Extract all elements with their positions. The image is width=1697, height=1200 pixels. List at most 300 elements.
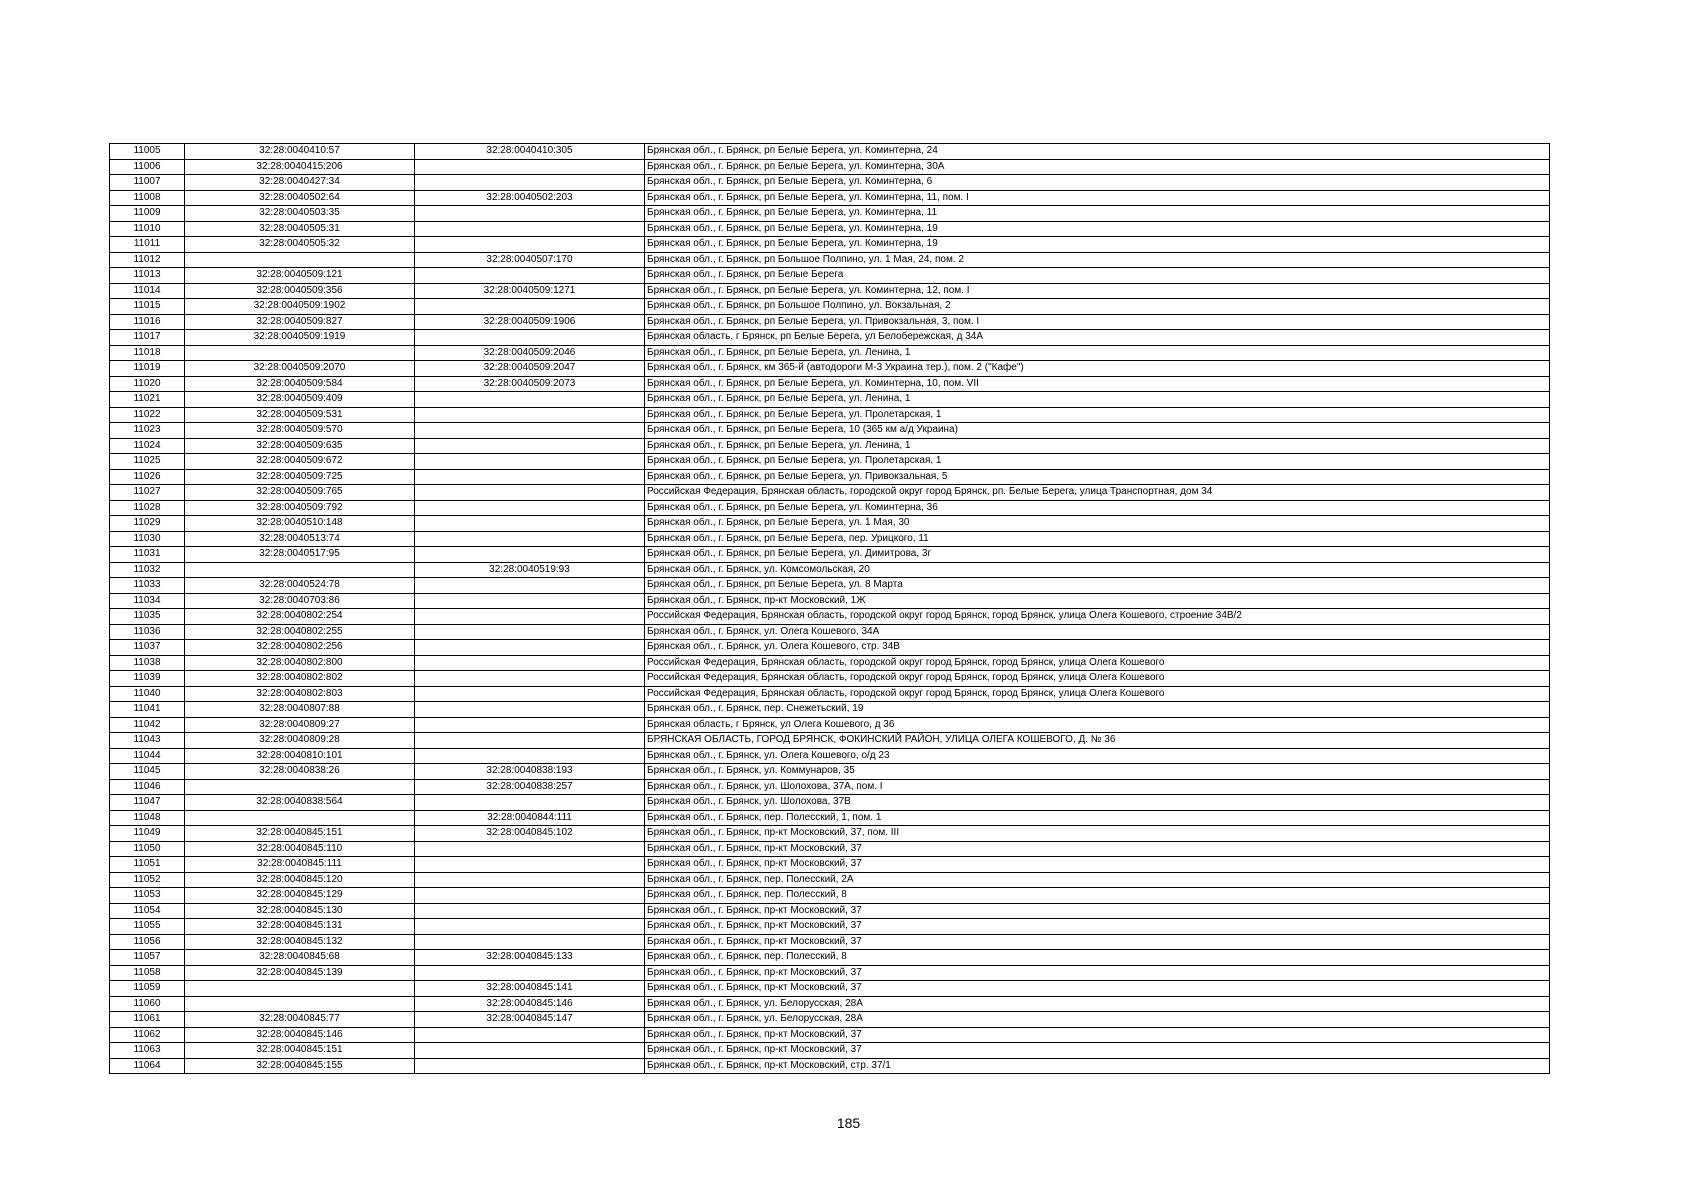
cadastral-number-cell: 32:28:0040802:255 bbox=[185, 624, 415, 640]
address-cell: Брянская обл., г. Брянск, пр-кт Московский, 37 bbox=[645, 841, 1550, 857]
cadastral-number-cell: 32:28:0040509:672 bbox=[185, 454, 415, 470]
address-cell: Брянская обл., г. Брянск, рп Белые Берега, ул. 1 Мая, 30 bbox=[645, 516, 1550, 532]
address-cell: Брянская обл., г. Брянск, ул. Белорусская, 28А bbox=[645, 1012, 1550, 1028]
table-row bbox=[110, 888, 1550, 904]
row-number-cell: 11027 bbox=[110, 485, 185, 501]
row-number-cell: 11046 bbox=[110, 779, 185, 795]
row-number-cell: 11045 bbox=[110, 764, 185, 780]
object-cadastral-number-cell bbox=[415, 299, 645, 315]
address-cell: Брянская обл., г. Брянск, ул. Олега Кошевого, стр. 34В bbox=[645, 640, 1550, 656]
row-number-cell: 11006 bbox=[110, 159, 185, 175]
row-number-cell: 11025 bbox=[110, 454, 185, 470]
address-cell: Брянская обл., г. Брянск, пр-кт Московский, 37 bbox=[645, 934, 1550, 950]
object-cadastral-number-cell bbox=[415, 919, 645, 935]
cadastral-number-cell: 32:28:0040838:26 bbox=[185, 764, 415, 780]
row-number-cell: 11021 bbox=[110, 392, 185, 408]
object-cadastral-number-cell bbox=[415, 268, 645, 284]
cadastral-number-cell: 32:28:0040509:570 bbox=[185, 423, 415, 439]
address-cell: Брянская обл., г. Брянск, пер. Полесский, 8 bbox=[645, 888, 1550, 904]
cadastral-number-cell: 32:28:0040845:120 bbox=[185, 872, 415, 888]
object-cadastral-number-cell bbox=[415, 206, 645, 222]
object-cadastral-number-cell: 32:28:0040845:146 bbox=[415, 996, 645, 1012]
row-number-cell: 11064 bbox=[110, 1058, 185, 1074]
object-cadastral-number-cell: 32:28:0040410:305 bbox=[415, 144, 645, 160]
object-cadastral-number-cell: 32:28:0040838:193 bbox=[415, 764, 645, 780]
object-cadastral-number-cell bbox=[415, 438, 645, 454]
object-cadastral-number-cell: 32:28:0040509:1906 bbox=[415, 314, 645, 330]
object-cadastral-number-cell bbox=[415, 1027, 645, 1043]
address-cell: Брянская обл., г. Брянск, пр-кт Московский, 37 bbox=[645, 919, 1550, 935]
cadastral-number-cell: 32:28:0040505:31 bbox=[185, 221, 415, 237]
address-cell: Брянская обл., г. Брянск, рп Белые Берега, ул. Коминтерна, 12, пом. I bbox=[645, 283, 1550, 299]
address-cell: Брянская обл., г. Брянск, рп Белые Берега, ул. Ленина, 1 bbox=[645, 392, 1550, 408]
object-cadastral-number-cell bbox=[415, 640, 645, 656]
object-cadastral-number-cell bbox=[415, 872, 645, 888]
table-row bbox=[110, 671, 1550, 687]
address-cell: Брянская обл., г. Брянск, пр-кт Московский, 37 bbox=[645, 965, 1550, 981]
table-row bbox=[110, 996, 1550, 1012]
row-number-cell: 11023 bbox=[110, 423, 185, 439]
address-cell: Брянская обл., г. Брянск, ул. Олега Кошевого, о/д 23 bbox=[645, 748, 1550, 764]
table-row bbox=[110, 1058, 1550, 1074]
table-row bbox=[110, 717, 1550, 733]
address-cell: Брянская обл., г. Брянск, рп Белые Берега, ул. 8 Марта bbox=[645, 578, 1550, 594]
table-row bbox=[110, 547, 1550, 563]
cadastral-number-cell: 32:28:0040509:356 bbox=[185, 283, 415, 299]
table-row bbox=[110, 516, 1550, 532]
row-number-cell: 11034 bbox=[110, 593, 185, 609]
address-cell: Брянская обл., г. Брянск, пр-кт Московский, 37 bbox=[645, 981, 1550, 997]
address-cell: Брянская обл., г. Брянск, км 365-й (автодороги М-3 Украина тер.), пом. 2 ("Кафе") bbox=[645, 361, 1550, 377]
object-cadastral-number-cell bbox=[415, 175, 645, 191]
address-cell: Брянская обл., г. Брянск, рп Большое Полпино, ул. 1 Мая, 24, пом. 2 bbox=[645, 252, 1550, 268]
row-number-cell: 11020 bbox=[110, 376, 185, 392]
row-number-cell: 11036 bbox=[110, 624, 185, 640]
row-number-cell: 11009 bbox=[110, 206, 185, 222]
address-cell: БРЯНСКАЯ ОБЛАСТЬ, ГОРОД БРЯНСК, ФОКИНСКИЙ РАЙОН, УЛИЦА ОЛЕГА КОШЕВОГО, Д. № 36 bbox=[645, 733, 1550, 749]
cadastral-number-cell: 32:28:0040509:584 bbox=[185, 376, 415, 392]
address-cell: Брянская обл., г. Брянск, рп Белые Берега, ул. Пролетарская, 1 bbox=[645, 454, 1550, 470]
table-row bbox=[110, 500, 1550, 516]
cadastral-number-cell: 32:28:0040809:28 bbox=[185, 733, 415, 749]
table-row bbox=[110, 206, 1550, 222]
table-row bbox=[110, 175, 1550, 191]
cadastral-number-cell: 32:28:0040410:57 bbox=[185, 144, 415, 160]
cadastral-number-cell: 32:28:0040427:34 bbox=[185, 175, 415, 191]
cadastral-number-cell: 32:28:0040845:77 bbox=[185, 1012, 415, 1028]
table-row bbox=[110, 144, 1550, 160]
address-cell: Российская Федерация, Брянская область, городской округ город Брянск, город Брянск, улица Олега Кошевого bbox=[645, 655, 1550, 671]
address-cell: Брянская обл., г. Брянск, пер. Полесский, 1, пом. 1 bbox=[645, 810, 1550, 826]
object-cadastral-number-cell bbox=[415, 578, 645, 594]
object-cadastral-number-cell bbox=[415, 547, 645, 563]
row-number-cell: 11019 bbox=[110, 361, 185, 377]
table-row bbox=[110, 1012, 1550, 1028]
row-number-cell: 11055 bbox=[110, 919, 185, 935]
row-number-cell: 11031 bbox=[110, 547, 185, 563]
object-cadastral-number-cell bbox=[415, 686, 645, 702]
cadastral-number-cell bbox=[185, 996, 415, 1012]
cadastral-number-cell: 32:28:0040802:802 bbox=[185, 671, 415, 687]
row-number-cell: 11032 bbox=[110, 562, 185, 578]
table-row bbox=[110, 919, 1550, 935]
row-number-cell: 11062 bbox=[110, 1027, 185, 1043]
table-row bbox=[110, 407, 1550, 423]
table-row bbox=[110, 268, 1550, 284]
cadastral-number-cell: 32:28:0040845:151 bbox=[185, 1043, 415, 1059]
table-row bbox=[110, 562, 1550, 578]
table-body bbox=[110, 144, 1550, 1074]
cadastral-number-cell bbox=[185, 562, 415, 578]
object-cadastral-number-cell: 32:28:0040509:2047 bbox=[415, 361, 645, 377]
object-cadastral-number-cell bbox=[415, 888, 645, 904]
cadastral-number-cell: 32:28:0040509:827 bbox=[185, 314, 415, 330]
row-number-cell: 11039 bbox=[110, 671, 185, 687]
address-cell: Брянская обл., г. Брянск, пр-кт Московский, 37 bbox=[645, 903, 1550, 919]
object-cadastral-number-cell: 32:28:0040507:170 bbox=[415, 252, 645, 268]
object-cadastral-number-cell bbox=[415, 330, 645, 346]
object-cadastral-number-cell bbox=[415, 593, 645, 609]
table-row bbox=[110, 702, 1550, 718]
row-number-cell: 11008 bbox=[110, 190, 185, 206]
table-row bbox=[110, 299, 1550, 315]
object-cadastral-number-cell bbox=[415, 423, 645, 439]
cadastral-number-cell: 32:28:0040505:32 bbox=[185, 237, 415, 253]
table-row bbox=[110, 795, 1550, 811]
table-row bbox=[110, 624, 1550, 640]
table-row bbox=[110, 857, 1550, 873]
row-number-cell: 11061 bbox=[110, 1012, 185, 1028]
cadastral-number-cell: 32:28:0040703:86 bbox=[185, 593, 415, 609]
address-cell: Брянская обл., г. Брянск, ул. Шолохова, 37В bbox=[645, 795, 1550, 811]
row-number-cell: 11026 bbox=[110, 469, 185, 485]
page-number: 185 bbox=[836, 1115, 861, 1131]
object-cadastral-number-cell bbox=[415, 454, 645, 470]
table-row bbox=[110, 330, 1550, 346]
address-cell: Брянская обл., г. Брянск, рп Белые Берега, ул. Пролетарская, 1 bbox=[645, 407, 1550, 423]
row-number-cell: 11047 bbox=[110, 795, 185, 811]
object-cadastral-number-cell: 32:28:0040509:2073 bbox=[415, 376, 645, 392]
table-row bbox=[110, 345, 1550, 361]
table-row bbox=[110, 578, 1550, 594]
row-number-cell: 11012 bbox=[110, 252, 185, 268]
row-number-cell: 11054 bbox=[110, 903, 185, 919]
address-cell: Брянская обл., г. Брянск, пр-кт Московский, 37 bbox=[645, 857, 1550, 873]
row-number-cell: 11022 bbox=[110, 407, 185, 423]
cadastral-number-cell: 32:28:0040807:88 bbox=[185, 702, 415, 718]
cadastral-number-cell: 32:28:0040503:35 bbox=[185, 206, 415, 222]
table-row bbox=[110, 609, 1550, 625]
table-row bbox=[110, 655, 1550, 671]
address-cell: Брянская обл., г. Брянск, пр-кт Московский, 37 bbox=[645, 1043, 1550, 1059]
object-cadastral-number-cell bbox=[415, 500, 645, 516]
table-row bbox=[110, 593, 1550, 609]
table-row bbox=[110, 810, 1550, 826]
table-row bbox=[110, 903, 1550, 919]
address-cell: Брянская обл., г. Брянск, ул. Комсомольская, 20 bbox=[645, 562, 1550, 578]
address-cell: Брянская обл., г. Брянск, рп Белые Берега, ул. Коминтерна, 24 bbox=[645, 144, 1550, 160]
object-cadastral-number-cell bbox=[415, 702, 645, 718]
object-cadastral-number-cell bbox=[415, 841, 645, 857]
cadastral-number-cell: 32:28:0040415:206 bbox=[185, 159, 415, 175]
table-row bbox=[110, 841, 1550, 857]
row-number-cell: 11016 bbox=[110, 314, 185, 330]
cadastral-number-cell: 32:28:0040802:803 bbox=[185, 686, 415, 702]
row-number-cell: 11014 bbox=[110, 283, 185, 299]
address-cell: Брянская обл., г. Брянск, рп Белые Берега, ул. Димитрова, 3г bbox=[645, 547, 1550, 563]
row-number-cell: 11048 bbox=[110, 810, 185, 826]
cadastral-number-cell: 32:28:0040845:132 bbox=[185, 934, 415, 950]
row-number-cell: 11038 bbox=[110, 655, 185, 671]
address-cell: Брянская обл., г. Брянск, рп Белые Берега, ул. Коминтерна, 36 bbox=[645, 500, 1550, 516]
address-cell: Брянская обл., г. Брянск, рп Белые Берега, пер. Урицкого, 11 bbox=[645, 531, 1550, 547]
object-cadastral-number-cell bbox=[415, 671, 645, 687]
address-cell: Брянская обл., г. Брянск, пр-кт Московский, 37 bbox=[645, 1027, 1550, 1043]
object-cadastral-number-cell bbox=[415, 221, 645, 237]
cadastral-number-cell: 32:28:0040509:792 bbox=[185, 500, 415, 516]
address-cell: Брянская область, г Брянск, ул Олега Кошевого, д 36 bbox=[645, 717, 1550, 733]
address-cell: Брянская обл., г. Брянск, ул. Коммунаров, 35 bbox=[645, 764, 1550, 780]
table-row bbox=[110, 1043, 1550, 1059]
cadastral-number-cell bbox=[185, 345, 415, 361]
cadastral-number-cell: 32:28:0040509:765 bbox=[185, 485, 415, 501]
table-row bbox=[110, 733, 1550, 749]
address-cell: Брянская обл., г. Брянск, рп Белые Берега, ул. Коминтерна, 19 bbox=[645, 237, 1550, 253]
address-cell: Брянская обл., г. Брянск, рп Белые Берега, ул. Привокзальная, 5 bbox=[645, 469, 1550, 485]
row-number-cell: 11018 bbox=[110, 345, 185, 361]
object-cadastral-number-cell bbox=[415, 857, 645, 873]
row-number-cell: 11011 bbox=[110, 237, 185, 253]
cadastral-number-cell bbox=[185, 779, 415, 795]
cadastral-number-cell: 32:28:0040845:110 bbox=[185, 841, 415, 857]
address-cell: Брянская обл., г. Брянск, рп Белые Берега bbox=[645, 268, 1550, 284]
table-row bbox=[110, 950, 1550, 966]
cadastral-number-cell: 32:28:0040513:74 bbox=[185, 531, 415, 547]
table-row bbox=[110, 376, 1550, 392]
address-cell: Брянская обл., г. Брянск, ул. Белорусская, 28А bbox=[645, 996, 1550, 1012]
object-cadastral-number-cell: 32:28:0040845:102 bbox=[415, 826, 645, 842]
address-cell: Брянская обл., г. Брянск, рп Белые Берега, ул. Коминтерна, 11 bbox=[645, 206, 1550, 222]
object-cadastral-number-cell bbox=[415, 516, 645, 532]
table-row bbox=[110, 1027, 1550, 1043]
row-number-cell: 11007 bbox=[110, 175, 185, 191]
cadastral-number-cell: 32:28:0040809:27 bbox=[185, 717, 415, 733]
address-cell: Брянская обл., г. Брянск, пр-кт Московский, 1Ж bbox=[645, 593, 1550, 609]
row-number-cell: 11040 bbox=[110, 686, 185, 702]
address-cell: Российская Федерация, Брянская область, городской округ город Брянск, рп. Белые Берега, улица Транспортная, дом 34 bbox=[645, 485, 1550, 501]
row-number-cell: 11028 bbox=[110, 500, 185, 516]
object-cadastral-number-cell bbox=[415, 733, 645, 749]
table-row bbox=[110, 686, 1550, 702]
object-cadastral-number-cell bbox=[415, 903, 645, 919]
row-number-cell: 11035 bbox=[110, 609, 185, 625]
address-cell: Брянская обл., г. Брянск, рп Белые Берега, 10 (365 км а/д Украина) bbox=[645, 423, 1550, 439]
table-row bbox=[110, 361, 1550, 377]
cadastral-number-cell: 32:28:0040524:78 bbox=[185, 578, 415, 594]
registry-table bbox=[109, 143, 1550, 1074]
cadastral-number-cell: 32:28:0040517:95 bbox=[185, 547, 415, 563]
row-number-cell: 11053 bbox=[110, 888, 185, 904]
row-number-cell: 11033 bbox=[110, 578, 185, 594]
table-row bbox=[110, 423, 1550, 439]
cadastral-number-cell bbox=[185, 252, 415, 268]
address-cell: Брянская обл., г. Брянск, рп Белые Берега, ул. Коминтерна, 11, пом. I bbox=[645, 190, 1550, 206]
object-cadastral-number-cell bbox=[415, 469, 645, 485]
row-number-cell: 11059 bbox=[110, 981, 185, 997]
table-row bbox=[110, 314, 1550, 330]
cadastral-number-cell: 32:28:0040845:151 bbox=[185, 826, 415, 842]
address-cell: Российская Федерация, Брянская область, городской округ город Брянск, город Брянск, улица Олега Кошевого bbox=[645, 671, 1550, 687]
table-row bbox=[110, 779, 1550, 795]
object-cadastral-number-cell bbox=[415, 485, 645, 501]
cadastral-number-cell: 32:28:0040509:1919 bbox=[185, 330, 415, 346]
object-cadastral-number-cell bbox=[415, 392, 645, 408]
address-cell: Российская Федерация, Брянская область, городской округ город Брянск, город Брянск, улица Олега Кошевого, строение 34В/2 bbox=[645, 609, 1550, 625]
object-cadastral-number-cell bbox=[415, 1058, 645, 1074]
table-row bbox=[110, 283, 1550, 299]
object-cadastral-number-cell bbox=[415, 717, 645, 733]
object-cadastral-number-cell bbox=[415, 795, 645, 811]
cadastral-number-cell: 32:28:0040509:635 bbox=[185, 438, 415, 454]
cadastral-number-cell: 32:28:0040502:64 bbox=[185, 190, 415, 206]
table-row bbox=[110, 981, 1550, 997]
row-number-cell: 11050 bbox=[110, 841, 185, 857]
row-number-cell: 11015 bbox=[110, 299, 185, 315]
table-row bbox=[110, 221, 1550, 237]
address-cell: Брянская обл., г. Брянск, пер. Полесский, 8 bbox=[645, 950, 1550, 966]
row-number-cell: 11057 bbox=[110, 950, 185, 966]
address-cell: Брянская обл., г. Брянск, ул. Олега Кошевого, 34А bbox=[645, 624, 1550, 640]
row-number-cell: 11005 bbox=[110, 144, 185, 160]
object-cadastral-number-cell bbox=[415, 159, 645, 175]
row-number-cell: 11013 bbox=[110, 268, 185, 284]
object-cadastral-number-cell: 32:28:0040509:2046 bbox=[415, 345, 645, 361]
cadastral-number-cell: 32:28:0040509:2070 bbox=[185, 361, 415, 377]
address-cell: Брянская обл., г. Брянск, рп Белые Берега, ул. Ленина, 1 bbox=[645, 438, 1550, 454]
table-row bbox=[110, 469, 1550, 485]
object-cadastral-number-cell bbox=[415, 748, 645, 764]
row-number-cell: 11056 bbox=[110, 934, 185, 950]
table-row bbox=[110, 965, 1550, 981]
table-row bbox=[110, 640, 1550, 656]
table-row bbox=[110, 748, 1550, 764]
cadastral-number-cell: 32:28:0040509:409 bbox=[185, 392, 415, 408]
object-cadastral-number-cell bbox=[415, 407, 645, 423]
address-cell: Брянская обл., г. Брянск, рп Белые Берега, ул. Коминтерна, 19 bbox=[645, 221, 1550, 237]
address-cell: Брянская обл., г. Брянск, рп Белые Берега, ул. Ленина, 1 bbox=[645, 345, 1550, 361]
address-cell: Брянская обл., г. Брянск, рп Большое Полпино, ул. Вокзальная, 2 bbox=[645, 299, 1550, 315]
row-number-cell: 11042 bbox=[110, 717, 185, 733]
table-row bbox=[110, 190, 1550, 206]
address-cell: Брянская обл., г. Брянск, рп Белые Берега, ул. Коминтерна, 6 bbox=[645, 175, 1550, 191]
cadastral-number-cell bbox=[185, 981, 415, 997]
row-number-cell: 11060 bbox=[110, 996, 185, 1012]
row-number-cell: 11043 bbox=[110, 733, 185, 749]
address-cell: Брянская обл., г. Брянск, рп Белые Берега, ул. Коминтерна, 10, пом. VII bbox=[645, 376, 1550, 392]
cadastral-number-cell: 32:28:0040509:531 bbox=[185, 407, 415, 423]
row-number-cell: 11063 bbox=[110, 1043, 185, 1059]
row-number-cell: 11058 bbox=[110, 965, 185, 981]
row-number-cell: 11029 bbox=[110, 516, 185, 532]
cadastral-number-cell: 32:28:0040845:130 bbox=[185, 903, 415, 919]
cadastral-number-cell: 32:28:0040509:725 bbox=[185, 469, 415, 485]
cadastral-number-cell: 32:28:0040845:131 bbox=[185, 919, 415, 935]
table-row bbox=[110, 872, 1550, 888]
object-cadastral-number-cell bbox=[415, 934, 645, 950]
table-row bbox=[110, 438, 1550, 454]
object-cadastral-number-cell bbox=[415, 655, 645, 671]
object-cadastral-number-cell: 32:28:0040845:147 bbox=[415, 1012, 645, 1028]
table-row bbox=[110, 764, 1550, 780]
cadastral-number-cell: 32:28:0040802:254 bbox=[185, 609, 415, 625]
object-cadastral-number-cell bbox=[415, 1043, 645, 1059]
object-cadastral-number-cell: 32:28:0040845:141 bbox=[415, 981, 645, 997]
object-cadastral-number-cell: 32:28:0040519:93 bbox=[415, 562, 645, 578]
cadastral-number-cell: 32:28:0040845:68 bbox=[185, 950, 415, 966]
address-cell: Брянская обл., г. Брянск, рп Белые Берега, ул. Привокзальная, 3, пом. I bbox=[645, 314, 1550, 330]
cadastral-number-cell: 32:28:0040845:111 bbox=[185, 857, 415, 873]
table-row bbox=[110, 392, 1550, 408]
row-number-cell: 11041 bbox=[110, 702, 185, 718]
row-number-cell: 11037 bbox=[110, 640, 185, 656]
row-number-cell: 11024 bbox=[110, 438, 185, 454]
object-cadastral-number-cell bbox=[415, 531, 645, 547]
cadastral-number-cell: 32:28:0040845:139 bbox=[185, 965, 415, 981]
address-cell: Брянская обл., г. Брянск, пр-кт Московский, 37, пом. III bbox=[645, 826, 1550, 842]
table-row bbox=[110, 237, 1550, 253]
row-number-cell: 11051 bbox=[110, 857, 185, 873]
object-cadastral-number-cell: 32:28:0040844:111 bbox=[415, 810, 645, 826]
object-cadastral-number-cell bbox=[415, 965, 645, 981]
table-row bbox=[110, 159, 1550, 175]
cadastral-number-cell: 32:28:0040509:1902 bbox=[185, 299, 415, 315]
object-cadastral-number-cell bbox=[415, 609, 645, 625]
object-cadastral-number-cell: 32:28:0040509:1271 bbox=[415, 283, 645, 299]
cadastral-number-cell: 32:28:0040802:800 bbox=[185, 655, 415, 671]
row-number-cell: 11044 bbox=[110, 748, 185, 764]
cadastral-number-cell: 32:28:0040838:564 bbox=[185, 795, 415, 811]
address-cell: Брянская область, г Брянск, рп Белые Берега, ул Белобережская, д 34А bbox=[645, 330, 1550, 346]
address-cell: Российская Федерация, Брянская область, городской округ город Брянск, город Брянск, улица Олега Кошевого bbox=[645, 686, 1550, 702]
table-row bbox=[110, 826, 1550, 842]
table-row bbox=[110, 485, 1550, 501]
address-cell: Брянская обл., г. Брянск, пер. Снежетьский, 19 bbox=[645, 702, 1550, 718]
table-row bbox=[110, 252, 1550, 268]
cadastral-number-cell: 32:28:0040845:155 bbox=[185, 1058, 415, 1074]
address-cell: Брянская обл., г. Брянск, пр-кт Московский, стр. 37/1 bbox=[645, 1058, 1550, 1074]
cadastral-number-cell: 32:28:0040845:146 bbox=[185, 1027, 415, 1043]
row-number-cell: 11052 bbox=[110, 872, 185, 888]
object-cadastral-number-cell bbox=[415, 624, 645, 640]
cadastral-number-cell: 32:28:0040510:148 bbox=[185, 516, 415, 532]
cadastral-number-cell: 32:28:0040509:121 bbox=[185, 268, 415, 284]
object-cadastral-number-cell bbox=[415, 237, 645, 253]
row-number-cell: 11030 bbox=[110, 531, 185, 547]
address-cell: Брянская обл., г. Брянск, пер. Полесский, 2А bbox=[645, 872, 1550, 888]
cadastral-number-cell: 32:28:0040845:129 bbox=[185, 888, 415, 904]
address-cell: Брянская обл., г. Брянск, ул. Шолохова, 37А, пом. I bbox=[645, 779, 1550, 795]
object-cadastral-number-cell: 32:28:0040845:133 bbox=[415, 950, 645, 966]
table-row bbox=[110, 454, 1550, 470]
cadastral-number-cell: 32:28:0040802:256 bbox=[185, 640, 415, 656]
object-cadastral-number-cell: 32:28:0040502:203 bbox=[415, 190, 645, 206]
cadastral-number-cell bbox=[185, 810, 415, 826]
row-number-cell: 11010 bbox=[110, 221, 185, 237]
table-row bbox=[110, 531, 1550, 547]
cadastral-number-cell: 32:28:0040810:101 bbox=[185, 748, 415, 764]
row-number-cell: 11017 bbox=[110, 330, 185, 346]
address-cell: Брянская обл., г. Брянск, рп Белые Берега, ул. Коминтерна, 30А bbox=[645, 159, 1550, 175]
